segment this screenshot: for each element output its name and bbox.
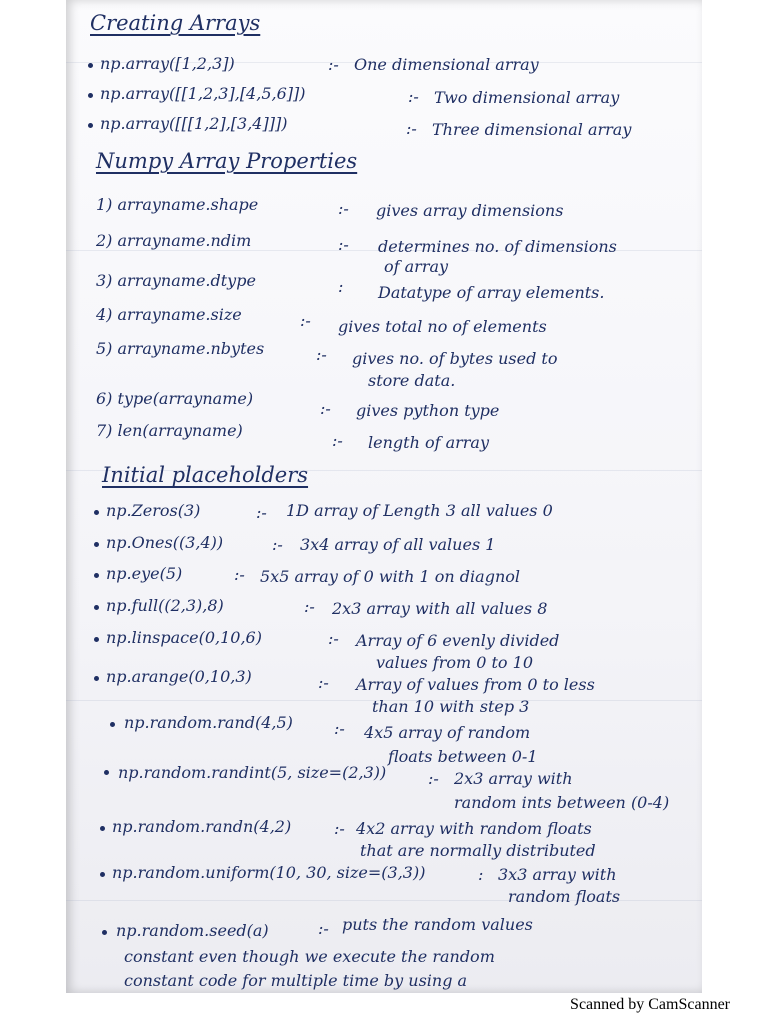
- creating-item-code: np.array([[1,2,3],[4,5,6]]): [100, 84, 306, 103]
- creating-item-code: np.array([1,2,3]): [100, 54, 235, 73]
- bullet: [104, 770, 109, 775]
- creating-item-sep: :-: [408, 87, 419, 106]
- bullet: [88, 93, 93, 98]
- placeholder-desc: Array of values from 0 to less: [356, 675, 595, 694]
- creating-item-code: np.array([[[1,2],[3,4]]]): [100, 114, 288, 133]
- placeholder-code: np.random.rand(4,5): [124, 713, 293, 732]
- bullet: [94, 605, 99, 610]
- property-sep: :-: [316, 345, 327, 364]
- creating-item-sep: :-: [328, 55, 339, 74]
- property-desc: gives no. of bytes used to: [352, 349, 558, 368]
- placeholder-desc: 1D array of Length 3 all values 0: [286, 501, 553, 520]
- placeholder-code: np.random.randn(4,2): [112, 817, 292, 836]
- placeholder-sep: :-: [334, 819, 345, 838]
- creating-item-desc: Three dimensional array: [432, 120, 632, 139]
- property-sep: :-: [320, 399, 331, 418]
- bullet: [94, 510, 99, 515]
- placeholder-desc: 5x5 array of 0 with 1 on diagnol: [260, 567, 520, 586]
- section-title-creating-arrays: Creating Arrays: [90, 11, 261, 35]
- property-desc: gives array dimensions: [376, 201, 564, 220]
- property-desc-cont: store data.: [368, 371, 456, 390]
- placeholder-code: np.arange(0,10,3): [106, 667, 252, 686]
- placeholder-code: np.full((2,3),8): [106, 596, 224, 615]
- bullet: [100, 872, 105, 877]
- placeholder-code: np.random.seed(a): [116, 921, 269, 940]
- placeholder-desc: 3x4 array of all values 1: [300, 535, 496, 554]
- placeholder-desc: 4x5 array of random: [364, 723, 531, 742]
- placeholder-code: np.Ones((3,4)): [106, 533, 224, 552]
- placeholder-sep: :-: [234, 565, 245, 584]
- bullet: [88, 63, 93, 68]
- creating-item-desc: Two dimensional array: [434, 88, 620, 107]
- placeholder-sep: :-: [428, 769, 439, 788]
- placeholder-desc-cont: than 10 with step 3: [372, 697, 530, 716]
- placeholder-code: np.Zeros(3): [106, 501, 201, 520]
- property-sep: :-: [332, 431, 343, 450]
- placeholder-desc: 3x3 array with: [498, 865, 617, 884]
- property-sep: :: [338, 277, 344, 296]
- placeholder-desc-cont: constant even though we execute the random: [124, 947, 495, 966]
- creating-item-desc: One dimensional array: [354, 55, 539, 74]
- placeholder-desc: puts the random values: [342, 915, 533, 934]
- property-sep: :-: [300, 311, 311, 330]
- placeholder-desc-cont: random floats: [508, 887, 621, 906]
- creating-item-sep: :-: [406, 119, 417, 138]
- bullet: [102, 930, 107, 935]
- placeholder-code: np.eye(5): [106, 564, 183, 583]
- placeholder-desc: Array of 6 evenly divided: [356, 631, 560, 650]
- property-sep: :-: [338, 199, 349, 218]
- placeholder-sep: :-: [318, 673, 329, 692]
- placeholder-desc-cont: that are normally distributed: [360, 841, 596, 860]
- placeholder-sep: :-: [304, 597, 315, 616]
- bullet: [94, 637, 99, 642]
- placeholder-desc: 4x2 array with random floats: [356, 819, 592, 838]
- placeholder-sep: :-: [272, 535, 283, 554]
- placeholder-desc-cont: constant code for multiple time by using a: [124, 971, 468, 990]
- placeholder-code: np.random.randint(5, size=(2,3)): [118, 763, 387, 782]
- property-sep: :-: [338, 235, 349, 254]
- property-desc: gives total no of elements: [338, 317, 547, 336]
- property-code: 7) len(arrayname): [96, 421, 243, 440]
- scanner-watermark: Scanned by CamScanner: [570, 996, 730, 1013]
- property-desc: length of array: [368, 433, 490, 452]
- bullet: [94, 573, 99, 578]
- placeholder-sep: :-: [318, 919, 329, 938]
- bullet: [94, 676, 99, 681]
- placeholder-desc-cont: random ints between (0-4): [454, 793, 670, 812]
- placeholder-sep: :-: [328, 629, 339, 648]
- placeholder-desc-cont: values from 0 to 10: [376, 653, 533, 672]
- bullet: [100, 826, 105, 831]
- property-code: 4) arrayname.size: [96, 305, 242, 324]
- placeholder-desc: 2x3 array with: [454, 769, 573, 788]
- section-title-initial-placeholders: Initial placeholders: [102, 463, 309, 487]
- notebook-page: [66, 0, 702, 993]
- placeholder-sep: :-: [334, 719, 345, 738]
- placeholder-desc-cont: floats between 0-1: [388, 747, 538, 766]
- property-code: 3) arrayname.dtype: [96, 271, 256, 290]
- placeholder-sep: :: [478, 865, 484, 884]
- section-title-array-properties: Numpy Array Properties: [96, 149, 358, 173]
- property-desc: determines no. of dimensions: [378, 237, 617, 256]
- property-desc: gives python type: [356, 401, 500, 420]
- placeholder-code: np.random.uniform(10, 30, size=(3,3)): [112, 863, 426, 882]
- bullet: [94, 542, 99, 547]
- property-code: 6) type(arrayname): [96, 389, 254, 408]
- property-desc: Datatype of array elements.: [378, 283, 605, 302]
- bullet: [88, 123, 93, 128]
- property-code: 1) arrayname.shape: [96, 195, 259, 214]
- property-desc-cont: of array: [384, 257, 449, 276]
- property-code: 2) arrayname.ndim: [96, 231, 252, 250]
- placeholder-code: np.linspace(0,10,6): [106, 628, 262, 647]
- placeholder-sep: :-: [256, 503, 267, 522]
- placeholder-desc: 2x3 array with all values 8: [332, 599, 548, 618]
- bullet: [110, 722, 115, 727]
- property-code: 5) arrayname.nbytes: [96, 339, 265, 358]
